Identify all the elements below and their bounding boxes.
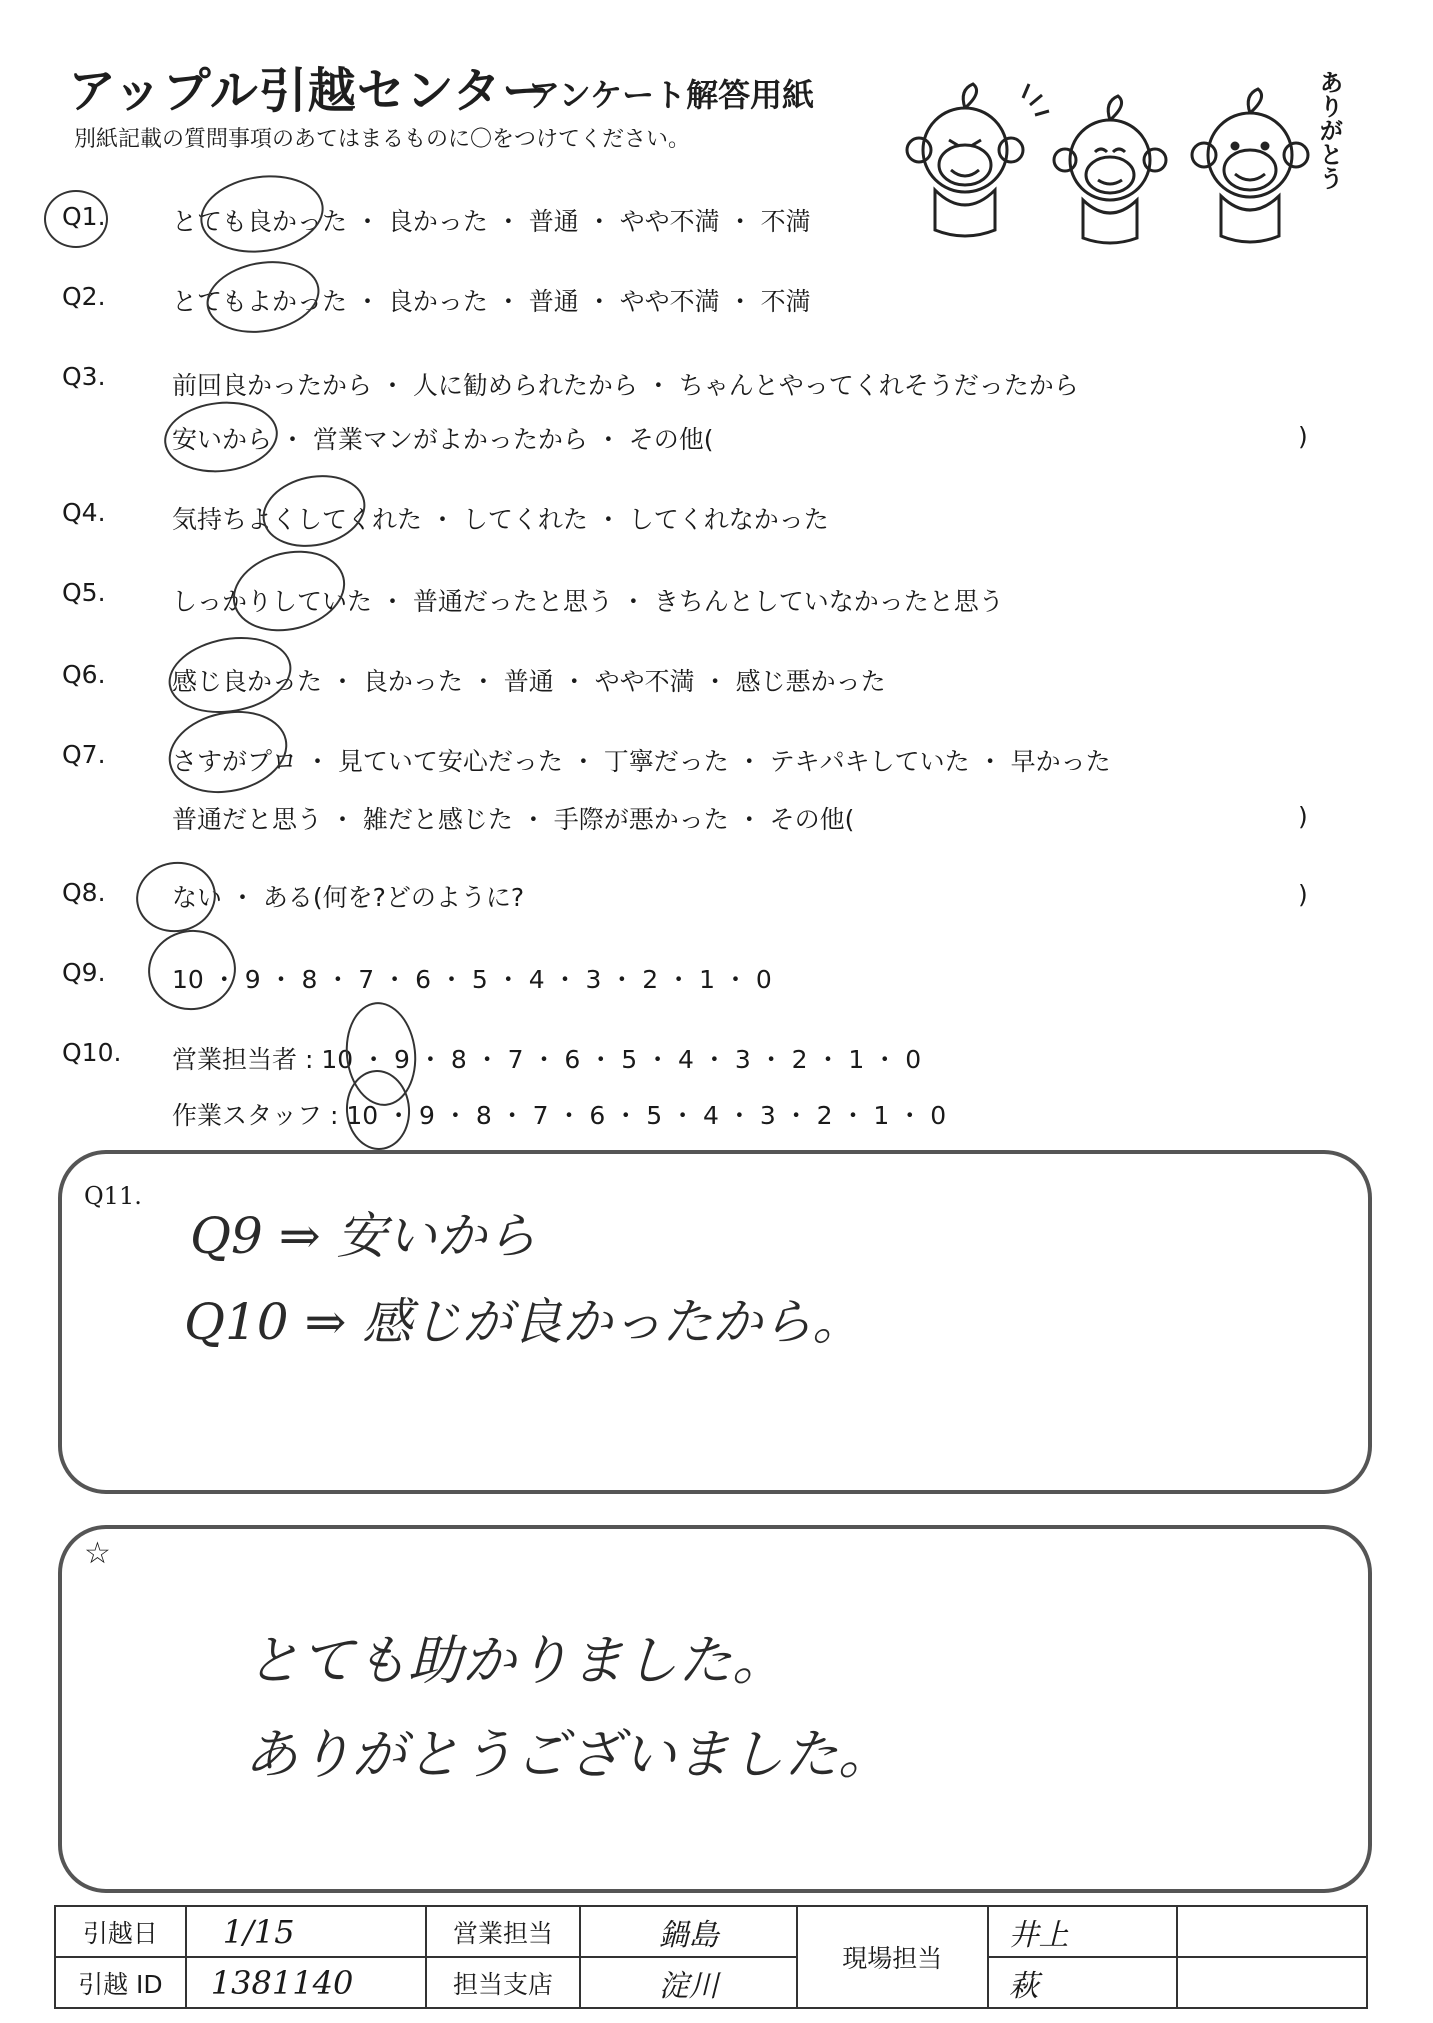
question-options: しっかりしていた ・ 普通だったと思う ・ きちんとしていなかったと思う <box>172 587 1004 616</box>
question-options: 前回良かったから ・ 人に勧められたから ・ ちゃんとやってくれそうだったから <box>172 371 1079 400</box>
selection-circle <box>161 396 282 478</box>
selection-circle <box>201 253 325 342</box>
branch-value: 淀川 <box>580 1957 797 2008</box>
question-options: さすがプロ ・ 見ていて安心だった ・ 丁寧だった ・ テキパキしていた ・ 早かった <box>172 747 1111 776</box>
star-icon: ☆ <box>84 1536 111 1571</box>
question-options-2: 作業スタッフ : 10 ・ 9 ・ 8 ・ 7 ・ 6 ・ 5 ・ 4 ・ 3 ・ 2 ・ 1 ・ 0 <box>172 1101 947 1130</box>
close-paren: ) <box>1298 802 1308 831</box>
selection-circle <box>44 190 108 248</box>
instruction-text: 別紙記載の質問事項のあてはまるものに〇をつけてください。 <box>74 127 691 152</box>
selection-circle <box>256 466 372 556</box>
sales-value: 鍋島 <box>580 1906 797 1957</box>
q11-answer-line-2: Q10 ⇒ 感じが良かったから。 <box>184 1293 863 1351</box>
site-value-1: 井上 <box>988 1906 1178 1957</box>
site-extra-cell <box>1177 1957 1367 2008</box>
question-label: Q2. <box>62 282 106 311</box>
close-paren: ) <box>1298 422 1308 451</box>
question-label: Q4. <box>62 498 106 527</box>
question-options: 気持ちよくしてくれた ・ してくれた ・ してくれなかった <box>172 505 829 534</box>
question-options: 10 ・ 9 ・ 8 ・ 7 ・ 6 ・ 5 ・ 4 ・ 3 ・ 2 ・ 1 ・ 0 <box>172 965 772 994</box>
question-label: Q8. <box>62 878 106 907</box>
site-value-2: 萩 <box>988 1957 1178 2008</box>
comment-line-2: ありがとうございました。 <box>244 1723 892 1786</box>
q11-label: Q11. <box>84 1182 142 1210</box>
question-options: 感じ良かった ・ 良かった ・ 普通 ・ やや不満 ・ 感じ悪かった <box>172 667 886 696</box>
question-options: 営業担当者 : 10 ・ 9 ・ 8 ・ 7 ・ 6 ・ 5 ・ 4 ・ 3 ・ 2 ・ 1 ・ 0 <box>172 1045 922 1074</box>
question-options-2: 安いから ・ 営業マンがよかったから ・ その他( <box>172 425 714 454</box>
site-extra-cell <box>1177 1906 1367 1957</box>
mascot-thanks-text: ありがとう <box>1315 70 1343 190</box>
branch-label: 担当支店 <box>426 1957 581 2008</box>
move-date-label: 引越日 <box>55 1906 186 1957</box>
move-date-value: 1/15 <box>186 1906 426 1957</box>
form-subtitle: アンケート解答用紙 <box>528 76 815 114</box>
q11-answer-line-1: Q9 ⇒ 安いから <box>190 1207 537 1265</box>
selection-circle <box>131 856 222 939</box>
mascot-illustration <box>905 70 1345 255</box>
footer-info-table <box>54 1905 1368 2009</box>
question-label: Q3. <box>62 362 106 391</box>
selection-circle <box>224 539 353 642</box>
comment-box <box>58 1525 1372 1893</box>
selection-circle <box>143 924 241 1015</box>
question-options-2: 普通だと思う ・ 雑だと感じた ・ 手際が悪かった ・ その他( <box>172 805 855 834</box>
selection-circle <box>195 168 328 261</box>
monkey-mascots-icon <box>905 70 1345 255</box>
sales-label: 営業担当 <box>426 1906 581 1957</box>
question-label: Q1. <box>62 202 106 231</box>
selection-circle <box>161 700 295 803</box>
move-id-value: 1381140 <box>186 1957 426 2008</box>
question-label: Q10. <box>62 1038 122 1067</box>
selection-circle <box>163 628 298 722</box>
move-id-label: 引越 ID <box>55 1957 186 2008</box>
question-label: Q5. <box>62 578 106 607</box>
comment-line-1: とても助かりました。 <box>246 1629 786 1692</box>
question-options: とてもよかった ・ 良かった ・ 普通 ・ やや不満 ・ 不満 <box>172 287 811 316</box>
question-options: とても良かった ・ 良かった ・ 普通 ・ やや不満 ・ 不満 <box>172 207 811 236</box>
question-options: ない ・ ある(何を?どのように? <box>172 883 525 912</box>
form-title: アップル引越センター <box>68 63 551 119</box>
question-label: Q7. <box>62 740 106 769</box>
site-label: 現場担当 <box>797 1906 988 2008</box>
question-label: Q9. <box>62 958 106 987</box>
question-label: Q6. <box>62 660 106 689</box>
close-paren: ) <box>1298 880 1308 909</box>
